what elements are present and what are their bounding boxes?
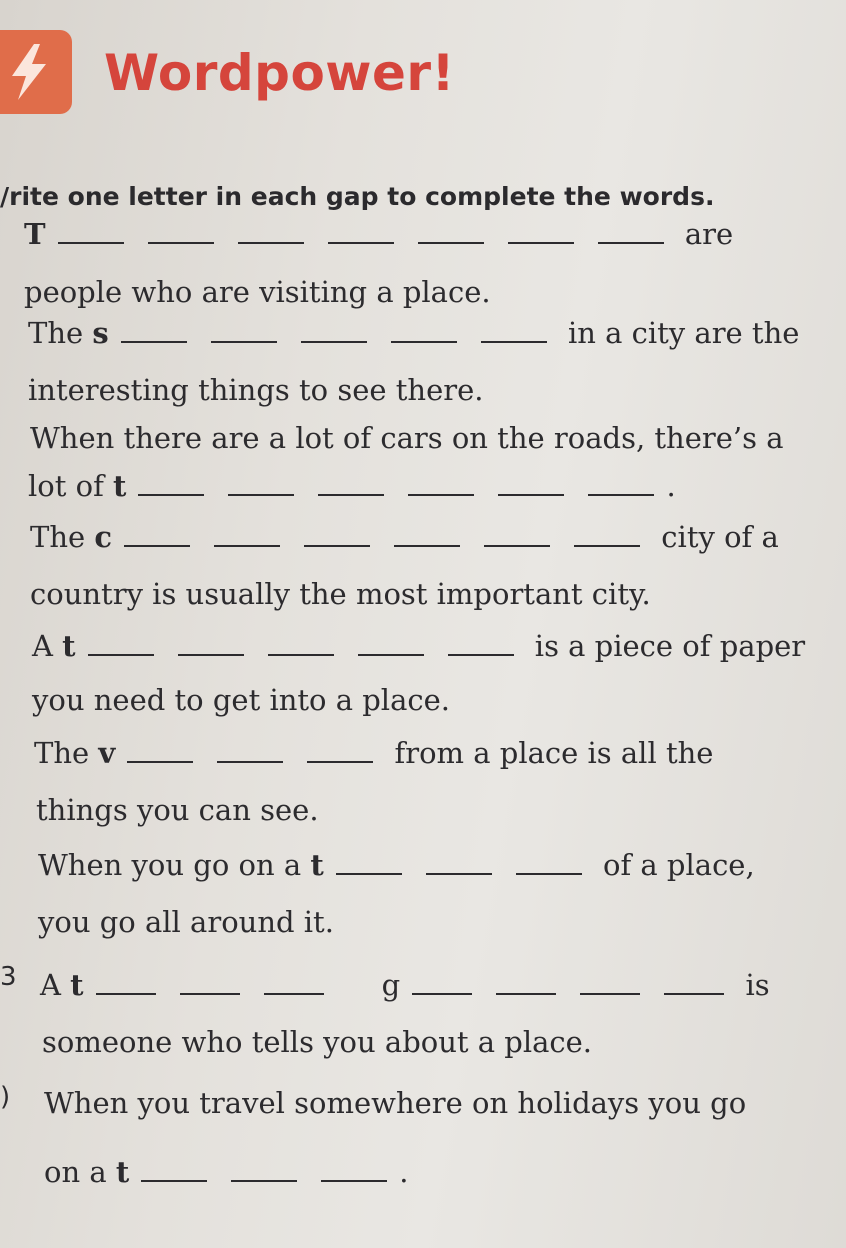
letter-gap[interactable] (214, 517, 280, 547)
item-5-line-2: you need to get into a place. (32, 683, 450, 717)
letter-gap[interactable] (508, 214, 574, 244)
item-text: city of a (661, 520, 779, 554)
letter-gap[interactable] (307, 733, 373, 763)
item-5-line-1 (32, 626, 805, 666)
letter-gap[interactable] (231, 1152, 297, 1182)
first-letter: t (310, 848, 324, 882)
letter-gap[interactable] (180, 965, 240, 995)
item-text: When you go on a (38, 848, 302, 882)
item-text: . (666, 469, 676, 503)
letter-gap[interactable] (321, 1152, 387, 1182)
header (0, 30, 846, 118)
letter-gap[interactable] (238, 214, 304, 244)
letter-gap[interactable] (598, 214, 664, 244)
letter-gap[interactable] (318, 466, 384, 496)
item-3-line-2 (28, 466, 676, 506)
first-letter: t (115, 1155, 130, 1189)
letter-gap[interactable] (264, 965, 324, 995)
letter-gap[interactable] (426, 845, 492, 875)
letter-gap[interactable] (358, 626, 424, 656)
letter-gap[interactable] (481, 313, 547, 343)
item-7-line-2: you go all around it. (38, 905, 334, 939)
letter-gap[interactable] (301, 313, 367, 343)
letter-gap[interactable] (138, 466, 204, 496)
letter-gap[interactable] (58, 214, 124, 244)
letter-gap[interactable] (418, 214, 484, 244)
letter-gap[interactable] (498, 466, 564, 496)
first-letter: t (62, 629, 76, 663)
item-text: A (40, 968, 61, 1002)
letter-gap[interactable] (178, 626, 244, 656)
item-text: is a piece of paper (534, 629, 806, 663)
first-letter: s (92, 316, 109, 350)
item-text: The (34, 736, 90, 770)
letter-gap[interactable] (394, 517, 460, 547)
letter-gap[interactable] (304, 517, 370, 547)
item-text: on a (44, 1155, 107, 1189)
letter-gap[interactable] (574, 517, 640, 547)
letter-gap[interactable] (217, 733, 283, 763)
first-letter: c (94, 520, 113, 554)
letter-gap[interactable] (484, 517, 550, 547)
letter-gap[interactable] (580, 965, 640, 995)
letter-gap[interactable] (328, 214, 394, 244)
item-3-line-1: When there are a lot of cars on the roads, there’s a (30, 421, 784, 455)
letter-gap[interactable] (664, 965, 724, 995)
item-number: 3 (0, 962, 17, 992)
item-8-line-1 (40, 965, 770, 1005)
item-9-line-2 (44, 1152, 409, 1192)
first-letter: t (70, 968, 84, 1002)
letter-gap[interactable] (496, 965, 556, 995)
letter-gap[interactable] (88, 626, 154, 656)
instruction-text: /rite one letter in each gap to complete the words. (0, 182, 715, 211)
letter-gap[interactable] (127, 733, 193, 763)
item-2-line-1 (28, 313, 799, 353)
letter-gap[interactable] (412, 965, 472, 995)
letter-gap[interactable] (268, 626, 334, 656)
letter-gap[interactable] (228, 466, 294, 496)
item-text: lot of (28, 469, 104, 503)
item-text: of a place, (603, 848, 755, 882)
letter-gap[interactable] (124, 517, 190, 547)
item-text: The (30, 520, 86, 554)
item-text: is (745, 968, 770, 1002)
item-4-line-1 (30, 517, 779, 557)
item-2-line-2: interesting things to see there. (28, 373, 484, 407)
first-letter: T (24, 217, 46, 251)
item-6-line-1 (34, 733, 713, 773)
page-title: Wordpower! (104, 44, 455, 102)
letter-gap[interactable] (588, 466, 654, 496)
item-text: The (28, 316, 84, 350)
letter-gap[interactable] (391, 313, 457, 343)
letter-gap[interactable] (148, 214, 214, 244)
letter-gap[interactable] (448, 626, 514, 656)
wordpower-badge (0, 30, 72, 114)
letter-gap[interactable] (211, 313, 277, 343)
first-letter: v (98, 736, 116, 770)
item-9-line-1: When you travel somewhere on holidays you go (44, 1086, 747, 1120)
item-1-line-1 (24, 214, 733, 254)
item-7-line-1 (38, 845, 755, 885)
item-text: from a place is all the (394, 736, 714, 770)
item-text: in a city are the (567, 316, 800, 350)
item-number: ) (0, 1082, 11, 1112)
item-6-line-2: things you can see. (36, 793, 319, 827)
first-letter: t (113, 469, 127, 503)
item-text: are (684, 217, 734, 251)
second-letter: g (381, 968, 401, 1002)
item-1-line-2: people who are visiting a place. (24, 275, 491, 309)
item-text: A (32, 629, 53, 663)
letter-gap[interactable] (121, 313, 187, 343)
item-4-line-2: country is usually the most important city. (30, 577, 651, 611)
letter-gap[interactable] (96, 965, 156, 995)
letter-gap[interactable] (336, 845, 402, 875)
item-8-line-2: someone who tells you about a place. (42, 1025, 593, 1059)
lightning-icon (4, 42, 54, 102)
letter-gap[interactable] (516, 845, 582, 875)
letter-gap[interactable] (141, 1152, 207, 1182)
letter-gap[interactable] (408, 466, 474, 496)
item-text: . (399, 1155, 409, 1189)
